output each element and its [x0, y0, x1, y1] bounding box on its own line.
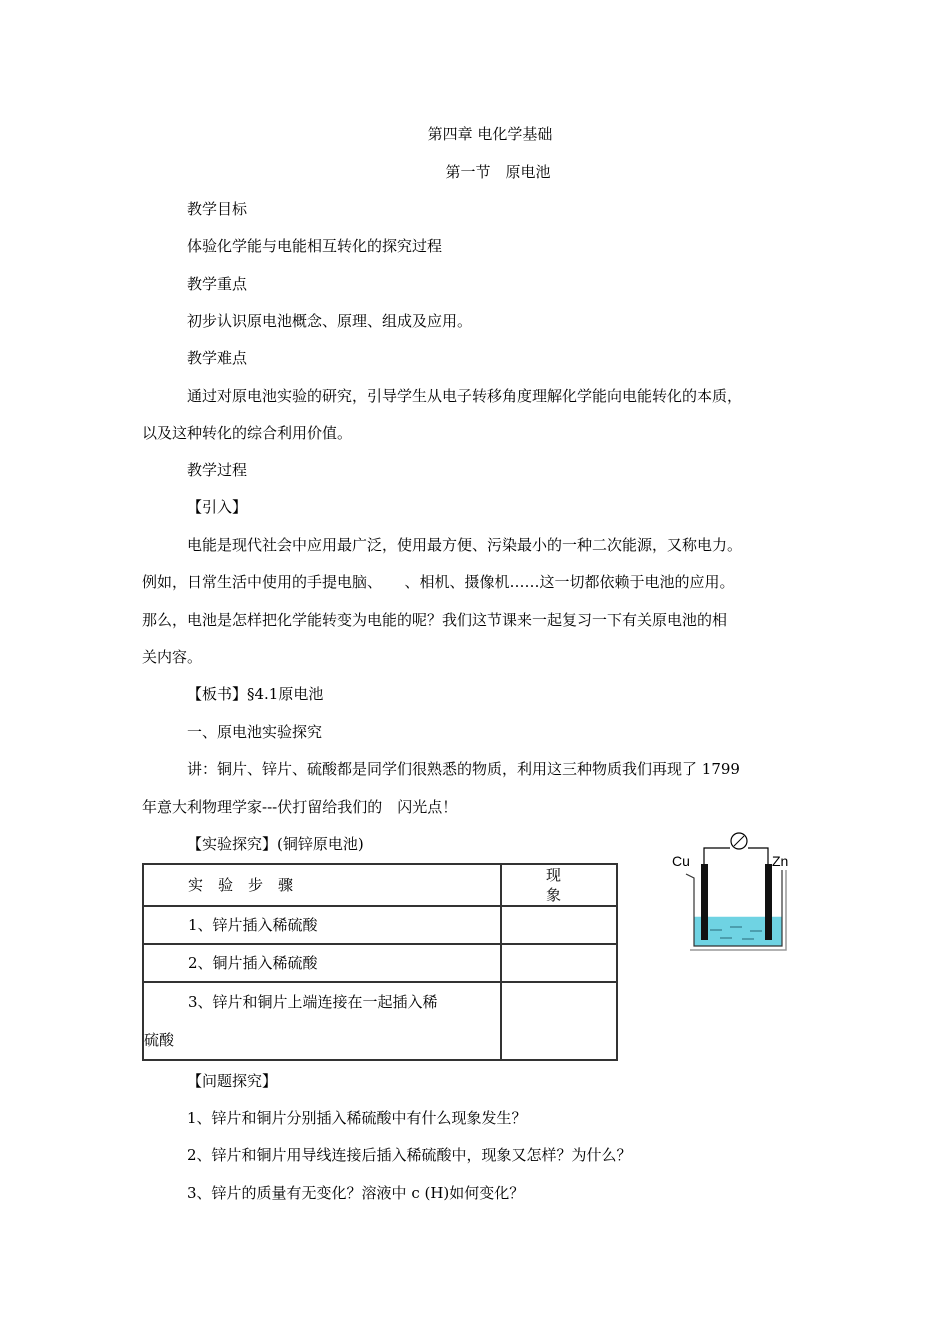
cu-zn-cell-diagram — [670, 830, 800, 955]
step-cell-line1: 3、锌片和铜片上端连接在一起插入稀 — [188, 993, 438, 1011]
board-line: 【板书】§4.1原电池 — [187, 685, 324, 703]
cu-electrode — [701, 864, 708, 940]
table-row — [143, 906, 617, 944]
intro-line-3: 那么，电池是怎样把化学能转变为电能的呢？我们这节课来一起复习一下有关原电池的相 — [142, 611, 728, 629]
question-item: 3、锌片的质量有无变化？溶液中 c (H)如何变化？ — [187, 1184, 525, 1202]
phenomenon-cell — [501, 982, 617, 1060]
intro-line-1: 电能是现代社会中应用最广泛，使用最方便、污染最小的一种二次能源，又称电力。 — [187, 536, 743, 554]
step-cell: 2、铜片插入稀硫酸 — [143, 944, 501, 982]
zn-label: Zn — [772, 853, 789, 869]
talk-line-1: 讲：铜片、锌片、硫酸都是同学们很熟悉的物质，利用这三种物质我们再现了 1799 — [187, 760, 740, 778]
intro-line-2: 例如，日常生活中使用的手提电脑、 、相机、摄像机……这一切都依赖于电池的应用。 — [142, 573, 735, 591]
phenomenon-cell — [501, 944, 617, 982]
question-tag: 【问题探究】 — [187, 1072, 278, 1090]
process-heading: 教学过程 — [187, 461, 248, 479]
chapter-title: 第四章 电化学基础 — [427, 125, 553, 143]
intro-line-4: 关内容。 — [142, 648, 203, 666]
step-cell: 1、锌片插入稀硫酸 — [143, 906, 501, 944]
key-text: 初步认识原电池概念、原理、组成及应用。 — [187, 312, 473, 330]
wire — [748, 848, 768, 864]
experiment-tag: 【实验探究】(铜锌原电池) — [187, 835, 364, 853]
question-item: 2、锌片和铜片用导线连接后插入稀硫酸中，现象又怎样？为什么？ — [187, 1146, 632, 1164]
table-header-row — [143, 864, 617, 906]
header-steps: 实 验 步 骤 — [143, 864, 501, 906]
difficulty-text-line1: 通过对原电池实验的研究，引导学生从电子转移角度理解化学能向电能转化的本质， — [187, 387, 743, 405]
difficulty-heading: 教学难点 — [187, 349, 248, 367]
part-one-heading: 一、原电池实验探究 — [187, 723, 323, 741]
cu-label: Cu — [672, 853, 690, 869]
section-title: 第一节 原电池 — [445, 163, 551, 181]
difficulty-text-line2: 以及这种转化的综合利用价值。 — [142, 424, 353, 442]
goal-heading: 教学目标 — [187, 200, 248, 218]
talk-line-2: 年意大利物理学家---伏打留给我们的 闪光点！ — [142, 798, 458, 816]
zn-electrode — [765, 864, 772, 940]
header-phenomenon: 现 象 — [501, 864, 617, 906]
step-cell-line2: 硫酸 — [144, 1031, 175, 1049]
wire — [704, 848, 730, 864]
intro-tag: 【引入】 — [187, 498, 248, 516]
question-item: 1、锌片和铜片分别插入稀硫酸中有什么现象发生？ — [187, 1109, 527, 1127]
table-row — [143, 944, 617, 982]
key-heading: 教学重点 — [187, 275, 248, 293]
phenomenon-cell — [501, 906, 617, 944]
experiment-table — [142, 863, 618, 1061]
goal-text: 体验化学能与电能相互转化的探究过程 — [187, 237, 443, 255]
step-cell — [143, 982, 501, 1060]
table-row — [143, 982, 617, 1060]
